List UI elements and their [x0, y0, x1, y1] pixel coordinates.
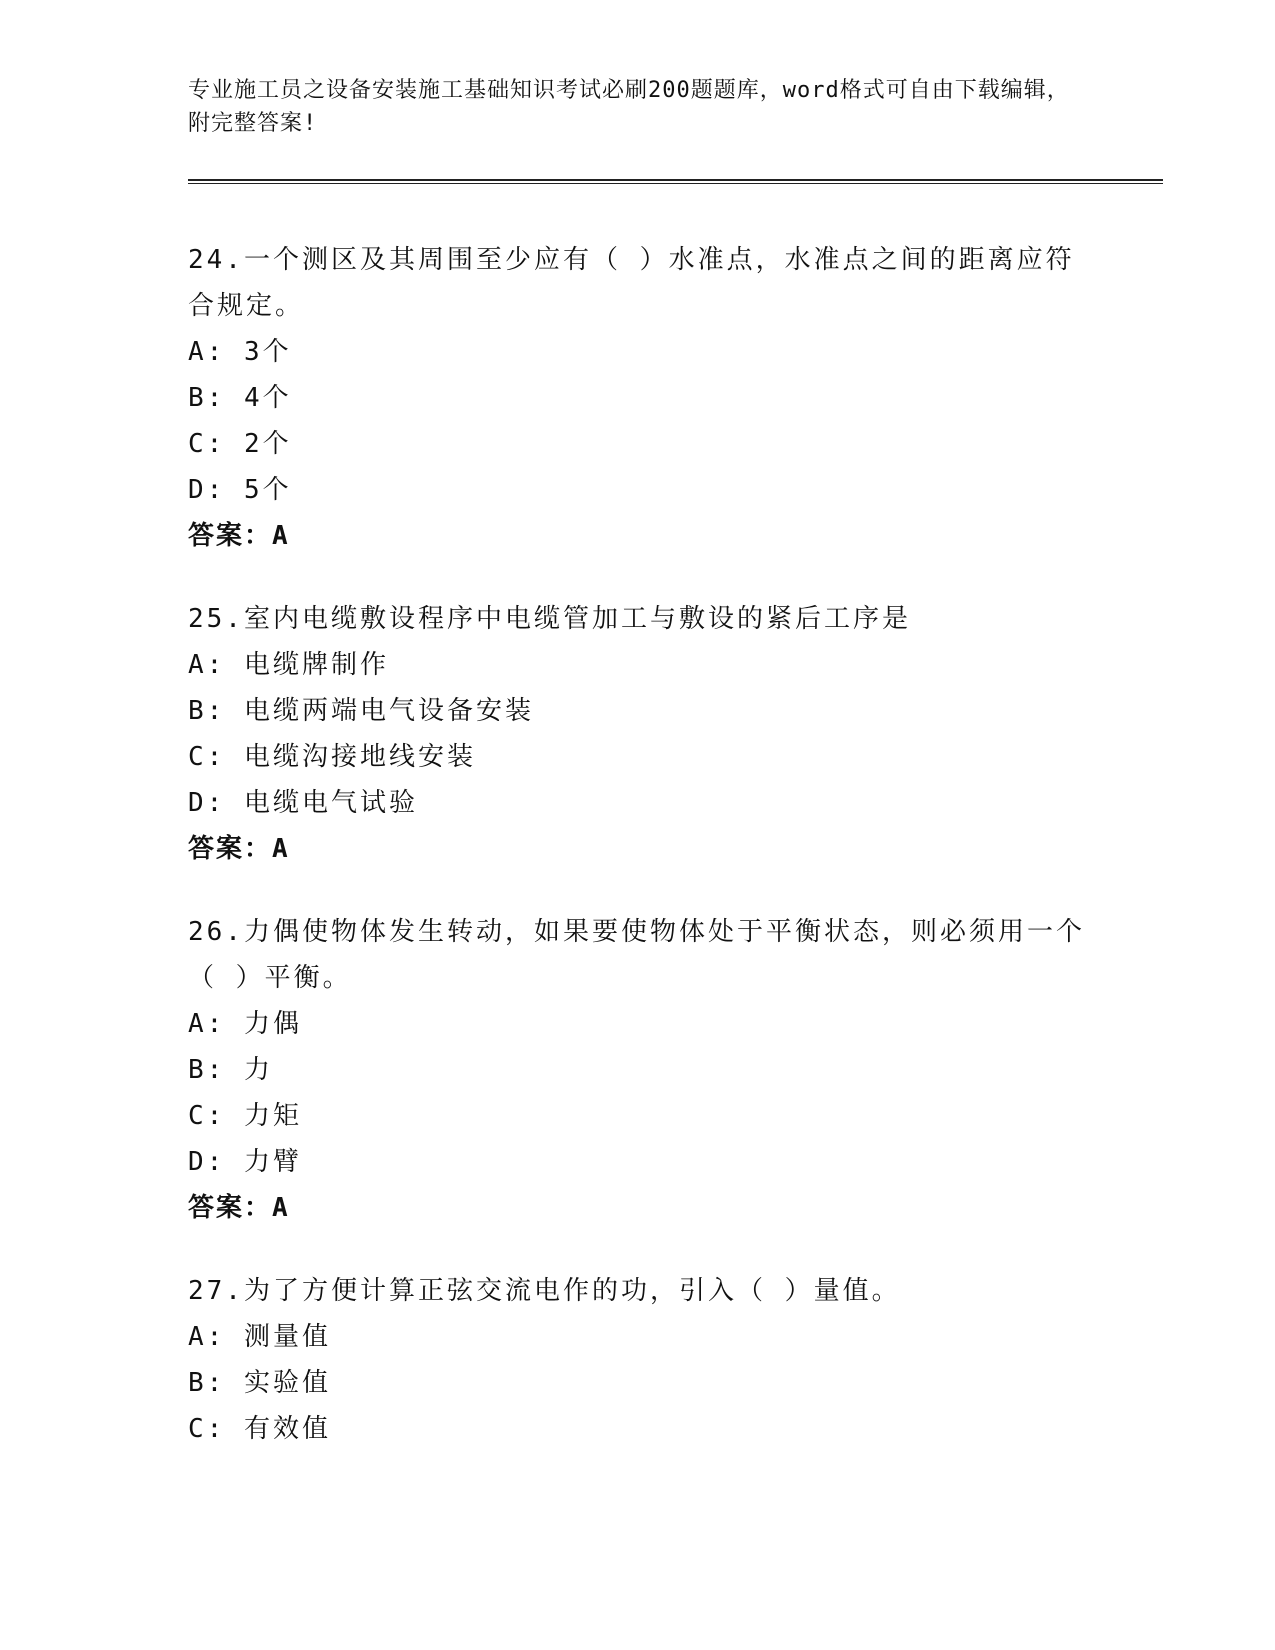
- option-d: D: 电缆电气试验: [188, 788, 418, 818]
- question-stem: 25.室内电缆敷设程序中电缆管加工与敷设的紧后工序是: [188, 604, 911, 634]
- document-header: 专业施工员之设备安装施工基础知识考试必刷200题题库，word格式可自由下载编辑，附完整答案!: [188, 78, 1070, 136]
- answer-line: 答案：A: [188, 834, 290, 864]
- option-b: B: 力: [188, 1055, 273, 1085]
- answer-line: 答案：A: [188, 1193, 290, 1223]
- question-25: [188, 596, 1088, 872]
- question-stem: 26.力偶使物体发生转动，如果要使物体处于平衡状态，则必须用一个（ ）平衡。: [188, 917, 1085, 993]
- question-list: [188, 237, 1088, 1489]
- option-a: A: 力偶: [188, 1009, 302, 1039]
- option-d: D: 5个: [188, 475, 292, 505]
- question-stem: 27.为了方便计算正弦交流电作的功，引入（ ）量值。: [188, 1276, 901, 1306]
- question-27: [188, 1268, 1088, 1452]
- option-a: A: 测量值: [188, 1322, 331, 1352]
- option-c: C: 电缆沟接地线安装: [188, 742, 476, 772]
- option-c: C: 2个: [188, 429, 292, 459]
- question-stem: 24.一个测区及其周围至少应有（ ）水准点，水准点之间的距离应符合规定。: [188, 245, 1075, 321]
- option-b: B: 4个: [188, 383, 292, 413]
- option-d: D: 力臂: [188, 1147, 302, 1177]
- question-24: [188, 237, 1088, 559]
- question-26: [188, 909, 1088, 1231]
- option-a: A: 电缆牌制作: [188, 650, 389, 680]
- option-c: C: 力矩: [188, 1101, 302, 1131]
- option-a: A: 3个: [188, 337, 292, 367]
- header-divider-thin: [188, 183, 1163, 184]
- option-b: B: 电缆两端电气设备安装: [188, 696, 534, 726]
- option-c: C: 有效值: [188, 1414, 331, 1444]
- option-b: B: 实验值: [188, 1368, 331, 1398]
- header-divider: [188, 179, 1163, 181]
- answer-line: 答案：A: [188, 521, 290, 551]
